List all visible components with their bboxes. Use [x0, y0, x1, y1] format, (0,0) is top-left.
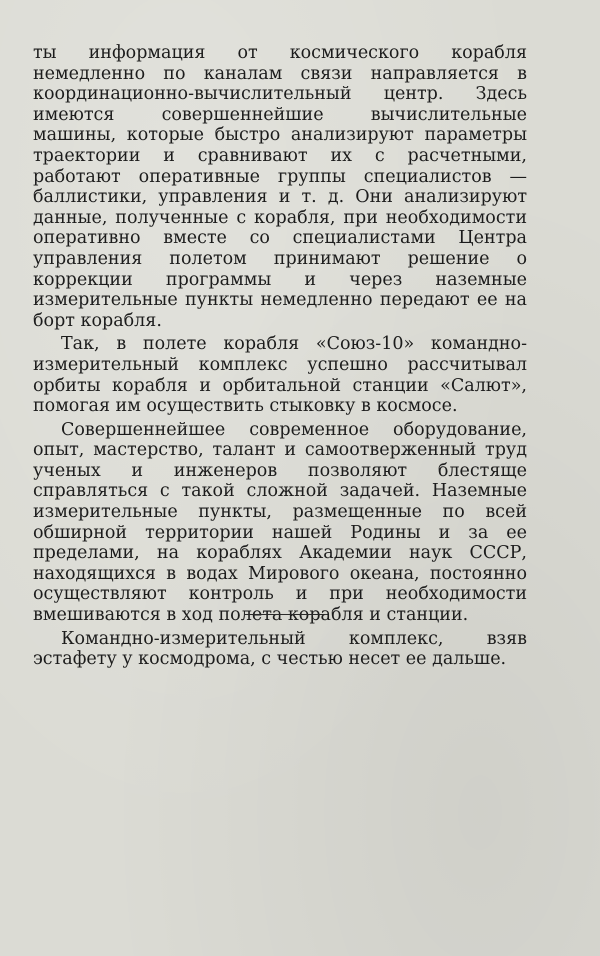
paragraph-closing: Командно-измерительный комплекс, взяв эстафету у космодрома, с честью несет ее дальше. — [33, 628, 527, 670]
paragraph-soyuz-10: Так, в полете корабля «Союз-10» командно-измерительный комплекс успешно рассчитывал орбиты корабля и орбитальной станции «Салют», помогая им осуществить стыковку в космосе. — [33, 334, 527, 417]
end-divider-line — [245, 614, 325, 615]
paragraph-continuation: ты информация от космического корабля немедленно по каналам связи направляется в координационно-вычислительный центр. Здесь имеются совершеннейшие вычислительные машины, которые быстро анализируют параметры траектории и сравнивают их с расчетными, работают оперативные группы специалистов — баллистики, управления и т. д. Они анализируют данные, полученные с корабля, при необходимости оперативно вместе со специалистами Центра управления полетом принимают решение о коррекции программы и через наземные измерительные пункты немедленно передают ее на борт корабля. — [33, 43, 527, 331]
body-text — [33, 43, 527, 670]
paragraph-equipment: Совершеннейшее современное оборудование, опыт, мастерство, талант и самоотверженный труд ученых и инженеров позволяют блестяще справляться с такой сложной задачей. Наземные измерительные пункты, размещенные по всей обширной территории нашей Родины и за ее пределами, на кораблях Академии наук СССР, находящихся в водах Мирового океана, постоянно осуществляют контроль и при необходимости вмешиваются в ход полета корабля и станции. — [33, 419, 527, 626]
